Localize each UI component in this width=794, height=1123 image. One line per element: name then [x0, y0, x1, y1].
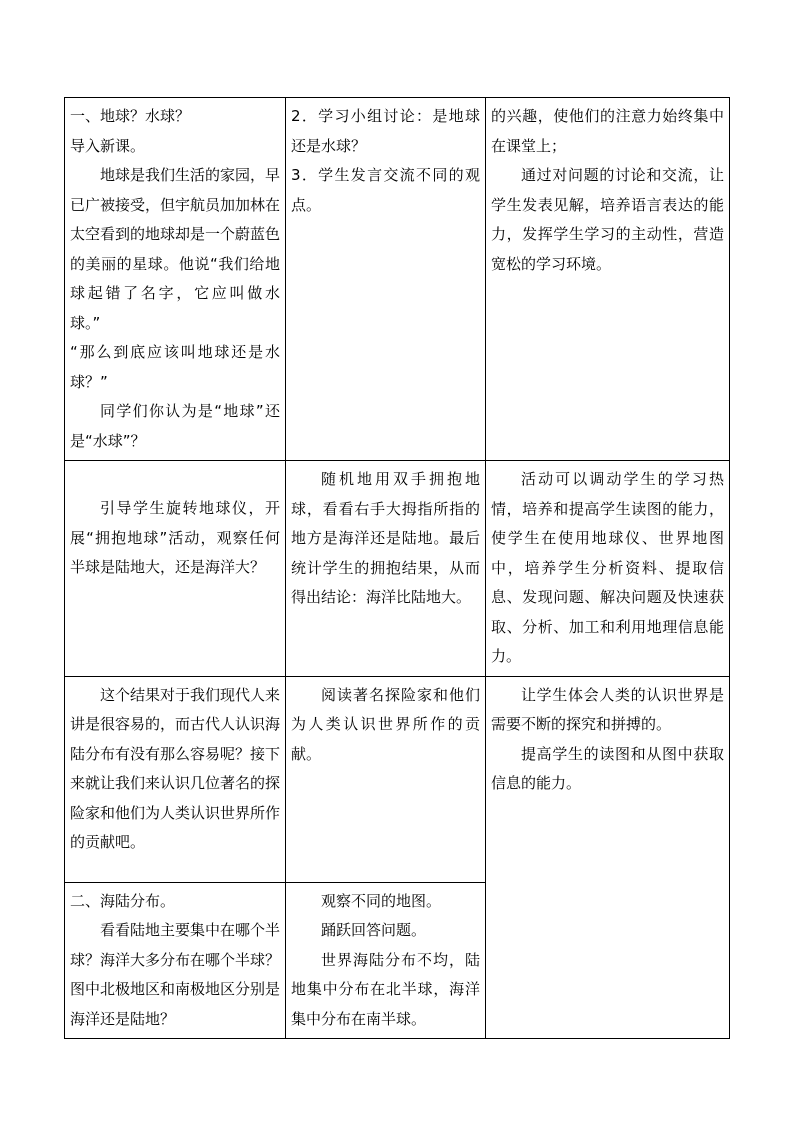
paragraph: 看看陆地主要集中在哪个半球？海洋大多分布在哪个半球？图中北极地区和南极地区分别是海洋还是陆地？	[70, 921, 281, 1028]
teacher-activity-cell	[65, 98, 286, 461]
paragraph: 3．学生发言交流不同的观点。	[291, 166, 480, 214]
paragraph: 随机地用双手拥抱地球，看看右手大拇指所指的地方是海洋还是陆地。最后统计学生的拥抱结果，从而得出结论：海洋比陆地大。	[291, 470, 480, 606]
design-intent-cell	[486, 98, 730, 461]
design-intent-cell	[486, 461, 730, 677]
design-intent-cell	[486, 676, 730, 1039]
teacher-activity-cell	[65, 676, 286, 882]
student-activity-cell	[286, 98, 486, 461]
paragraph: 引导学生旋转地球仪，开展“拥抱地球”活动，观察任何半球是陆地大，还是海洋大？	[70, 499, 280, 576]
paragraph: 阅读著名探险家和他们为人类认识世界所作的贡献。	[291, 685, 480, 763]
paragraph: 活动可以调动学生的学习热情，培养和提高学生读图的能力，使学生在使用地球仪、世界地图中，培养学生分析资料、提取信息、发现问题、解决问题及快速获取、分析、加工和利用地理信息能力。	[491, 470, 724, 665]
teacher-activity-cell	[65, 882, 286, 1039]
paragraph: 通过对问题的讨论和交流，让学生发表见解，培养语言表达的能力，发挥学生学习的主动性，营造宽松的学习环境。	[491, 166, 724, 273]
lesson-plan-table	[64, 97, 730, 1039]
student-activity-cell	[286, 676, 486, 882]
student-activity-cell	[286, 882, 486, 1039]
paragraph: 的兴趣，使他们的注意力始终集中在课堂上；	[491, 107, 724, 155]
student-activity-cell	[286, 461, 486, 677]
paragraph: 导入新课。	[70, 136, 146, 155]
paragraph: “那么到底应该叫地球还是水球？”	[70, 343, 280, 391]
section-heading: 一、地球？水球？	[70, 107, 191, 125]
paragraph: 让学生体会人类的认识世界是需要不断的探究和拼搏的。	[491, 685, 724, 733]
teacher-activity-cell	[65, 461, 286, 677]
section-heading: 二、海陆分布。	[70, 891, 176, 910]
paragraph: 踊跃回答问题。	[321, 921, 427, 939]
table-row	[65, 98, 730, 461]
paragraph: 同学们你认为是“地球”还是“水球”？	[70, 402, 280, 450]
paragraph: 地球是我们生活的家园，早已广被接受，但宇航员加加林在太空看到的地球却是一个蔚蓝色的美丽的星球。他说“我们给地球起错了名字，它应叫做水球。”	[70, 166, 281, 332]
paragraph: 这个结果对于我们现代人来讲是很容易的，而古代人认识海陆分布有没有那么容易呢？接下来就让我们来认识几位著名的探险家和他们为人类认识世界所作的贡献吧。	[70, 685, 281, 851]
paragraph: 2．学习小组讨论：是地球还是水球？	[291, 107, 480, 155]
paragraph: 观察不同的地图。	[321, 891, 442, 910]
paragraph: 提高学生的读图和从图中获取信息的能力。	[491, 744, 724, 792]
table-row	[65, 676, 730, 882]
table-row	[65, 461, 730, 677]
paragraph: 世界海陆分布不均，陆地集中分布在北半球，海洋集中分布在南半球。	[291, 950, 480, 1028]
